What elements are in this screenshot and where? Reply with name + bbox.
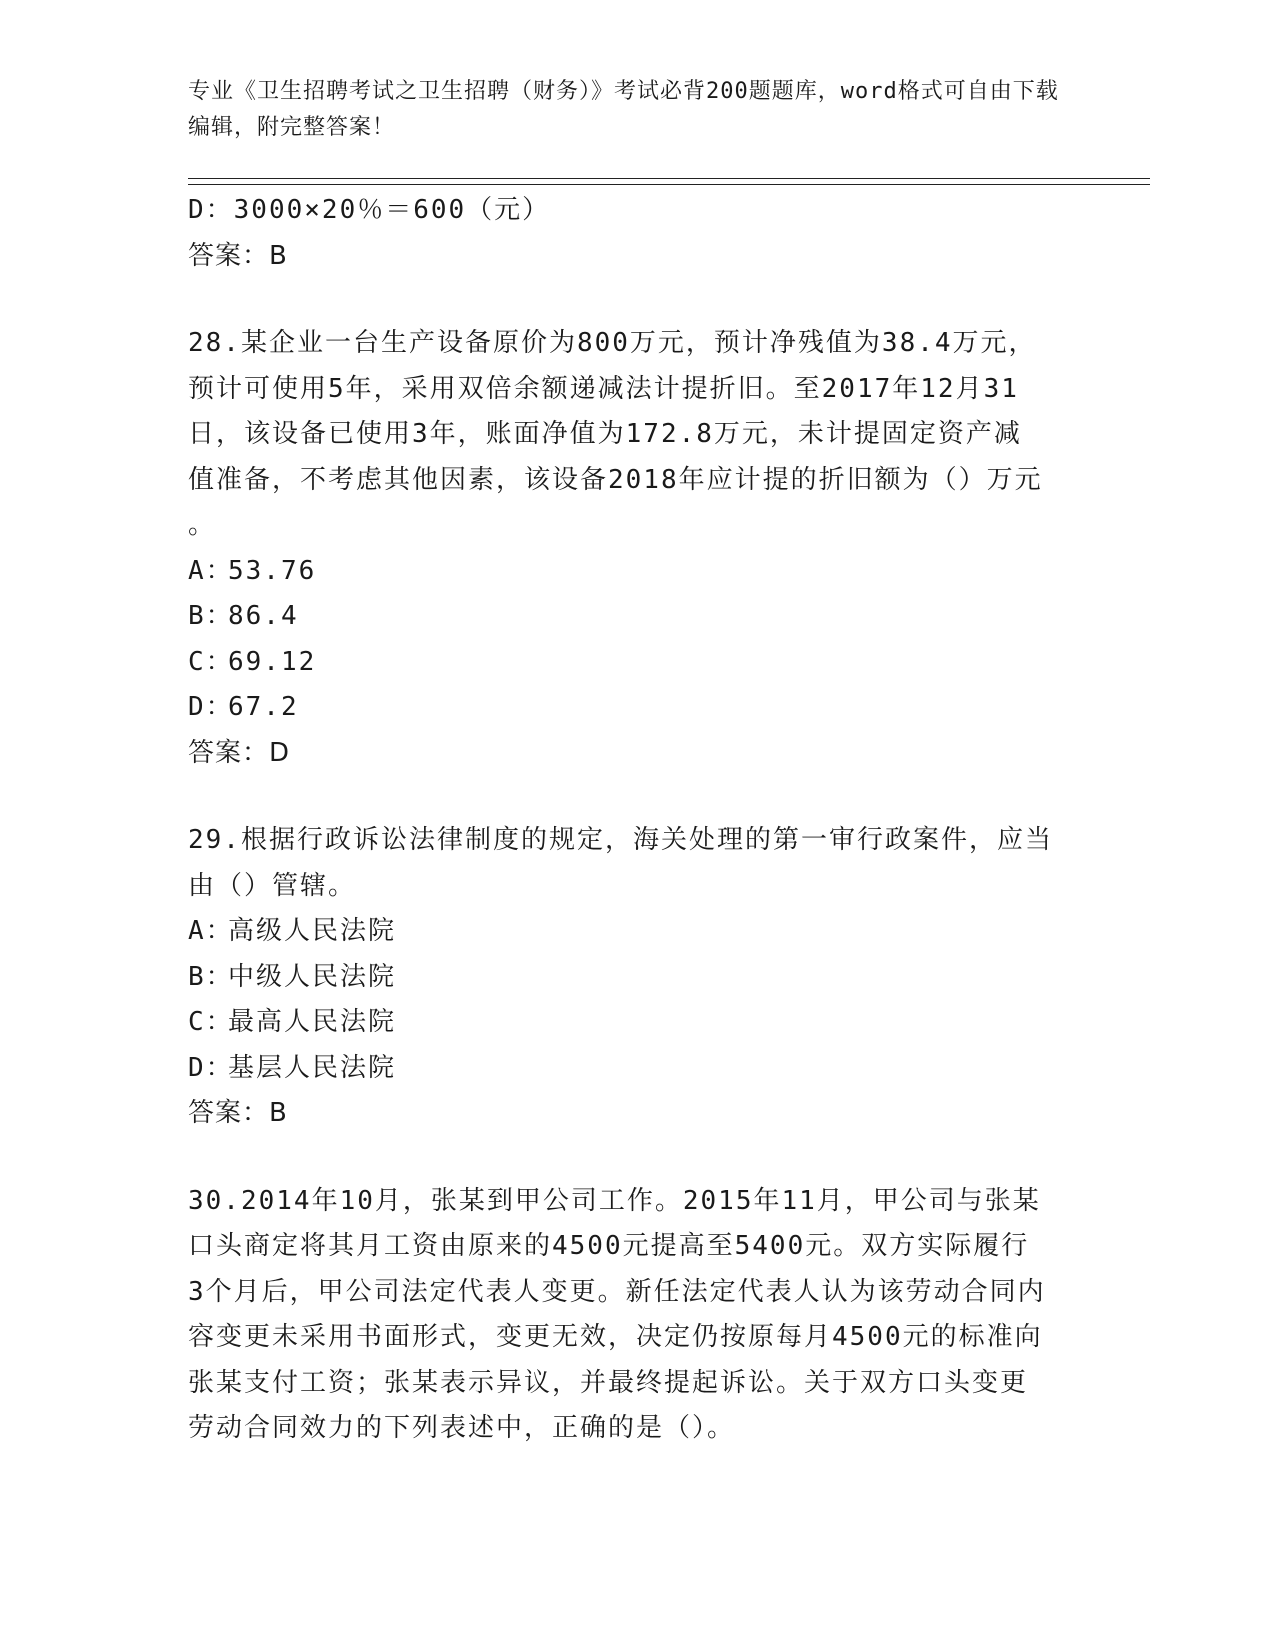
header-rule-bottom [188, 184, 1150, 185]
option-b: B：86.4 [188, 601, 299, 631]
document-header: 专业《卫生招聘考试之卫生招聘（财务）》考试必背200题题库，word格式可自由下载编辑，附完整答案！ [188, 79, 1059, 140]
option-a: A：53.76 [188, 555, 317, 586]
question-text-line: 。 [188, 510, 217, 540]
question-text-line: 30.2014年10月，张某到甲公司工作。2015年11月，甲公司与张某 [188, 1185, 1041, 1216]
question-28 [188, 321, 1088, 776]
header-rule-top [188, 178, 1150, 179]
question-text-line: 3个月后，甲公司法定代表人变更。新任法定代表人认为该劳动合同内 [188, 1276, 1046, 1307]
document-body [188, 188, 1088, 1452]
option-b: B：中级人民法院 [188, 961, 397, 992]
answer-28: 答案：D [188, 737, 291, 768]
question-text-line: 口头商定将其月工资由原来的4500元提高至5400元。双方实际履行 [188, 1231, 1030, 1261]
question-29 [188, 818, 1088, 1137]
question-text-line: 由（）管辖。 [188, 870, 357, 901]
option-d: D：67.2 [188, 692, 299, 722]
question-text-line: 张某支付工资；张某表示异议，并最终提起诉讼。关于双方口头变更 [188, 1367, 1029, 1398]
prev-answer: 答案：B [188, 240, 288, 271]
question-text-line: 28.某企业一台生产设备原价为800万元，预计净残值为38.4万元， [188, 328, 1037, 358]
question-text-line: 劳动合同效力的下列表述中，正确的是（）。 [188, 1413, 736, 1443]
option-c: C：最高人民法院 [188, 1007, 397, 1037]
question-text-line: 容变更未采用书面形式，变更无效，决定仍按原每月4500元的标准向 [188, 1322, 1043, 1352]
option-d: D：基层人民法院 [188, 1052, 397, 1083]
question-text-line: 值准备，不考虑其他因素，该设备2018年应计提的折旧额为（）万元 [188, 464, 1043, 495]
option-a: A：高级人民法院 [188, 916, 397, 946]
answer-29: 答案：B [188, 1098, 288, 1128]
question-text-line: 29.根据行政诉讼法律制度的规定，海关处理的第一审行政案件，应当 [188, 825, 1053, 855]
question-text-line: 日，该设备已使用3年，账面净值为172.8万元，未计提固定资产减 [188, 419, 1022, 449]
option-c: C：69.12 [188, 646, 317, 677]
question-30 [188, 1179, 1088, 1452]
prev-option-d: D：3000×20％＝600（元） [188, 195, 551, 225]
question-text-line: 预计可使用5年，采用双倍余额递减法计提折旧。至2017年12月31 [188, 373, 1019, 404]
